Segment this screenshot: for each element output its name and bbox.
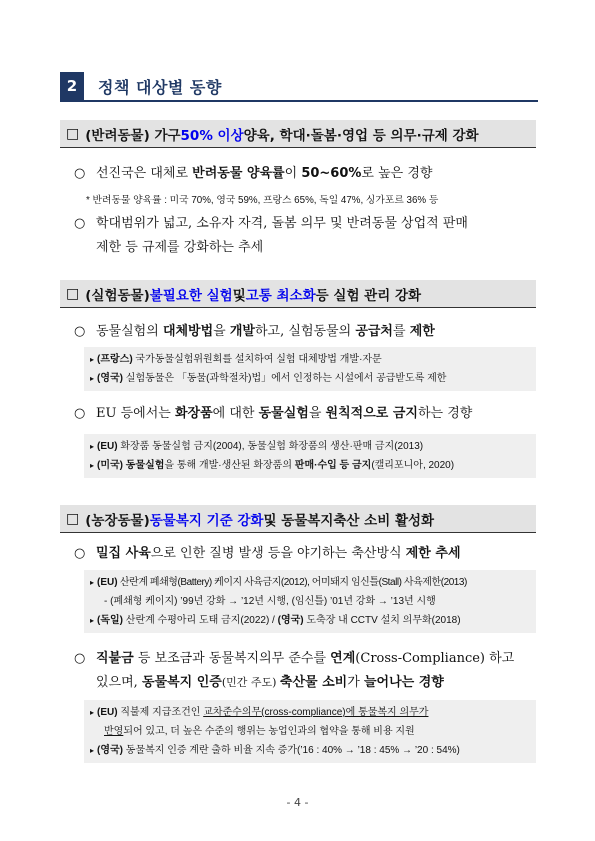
bullet-farm-compliance: ○ 직불금 등 보조금과 동물복지의무 준수를 연계(Cross-Compliance) 하고 <box>74 651 515 666</box>
bullet-companion-rate: ○ 선진국은 대체로 반려동물 양육률이 50~60%로 높은 경향 <box>74 166 433 181</box>
footnote-ownership-rate: * 반려동물 양육률 : 미국 70%, 영국 59%, 프랑스 65%, 독일 47%, 싱가포르 36% 등 <box>86 195 439 206</box>
bullet-lab-cosmetics: ○ EU 등에서는 화장품에 대한 동물실험을 원칙적으로 금지하는 경향 <box>74 406 473 421</box>
triangle-bullet-icon: ▸ <box>90 746 95 755</box>
detail-line: ▸ (EU) 직불제 지급조건인 교차준수의무(cross-compliance)에 통물복지 의무가 <box>90 707 429 718</box>
detail-line: ▸ (EU) 산란계 폐쇄형(Battery) 케이지 사육금지(2012), 어미돼지 임신틀(Stall) 사육제한(2013) <box>90 577 467 588</box>
triangle-bullet-icon: ▸ <box>90 442 95 451</box>
detail-line: ▸ (EU) 화장품 동물실험 금지(2004), 동물실험 화장품의 생산·판매 금지(2013) <box>90 441 424 452</box>
bullet-companion-regulation: ○ 학대범위가 넓고, 소유자 자격, 돌봄 의무 및 반려동물 상업적 판매 <box>74 216 468 231</box>
triangle-bullet-icon: ▸ <box>90 578 95 587</box>
detail-line: ▸ (독일) 산란계 수평아리 도태 금지(2022) / (영국) 도축장 내 CCTV 설치 의무화(2018) <box>90 615 461 626</box>
heading-lab-animals: □ (실험동물) 불필요한 실험 및 고통 최소화 등 실험 관리 강화 <box>60 280 536 308</box>
detail-line: ▸ (영국) 실험동물은 「동물(과학절차)법」에서 인정하는 시설에서 공급받도록 제한 <box>90 373 447 384</box>
detail-line: - (폐쇄형 케이지) ’99년 강화 → ’12년 시행, (임신틀) ’01년 강화 → ’13년 시행 <box>104 596 436 607</box>
bullet-companion-regulation-cont: 제한 등 규제를 강화하는 추세 <box>96 240 264 255</box>
triangle-bullet-icon: ▸ <box>90 708 95 717</box>
bullet-farm-compliance-cont: 있으며, 동물복지 인증(민간 주도) 축산물 소비가 늘어나는 경향 <box>96 675 444 690</box>
detail-line: ▸ (미국) 동물실험을 통해 개발·생산된 화장품의 판매·수입 등 금지(캘리포니아, 2020) <box>90 460 455 471</box>
detail-box-lab-1 <box>84 347 536 391</box>
bullet-farm-intensive: ○ 밀집 사육으로 인한 질병 발생 등을 야기하는 축산방식 제한 추세 <box>74 546 461 561</box>
heading-companion-animals: □ (반려동물) 가구 50% 이상 양육, 학대·돌봄·영업 등 의무·규제 강화 <box>60 120 536 148</box>
triangle-bullet-icon: ▸ <box>90 374 95 383</box>
detail-line: 반영되어 있고, 더 높은 수준의 행위는 농업인과의 협약을 통해 비용 지원 <box>104 726 415 737</box>
triangle-bullet-icon: ▸ <box>90 461 95 470</box>
detail-box-farm-2 <box>84 700 536 763</box>
checkbox-square-icon: □ <box>66 125 80 142</box>
triangle-bullet-icon: ▸ <box>90 616 95 625</box>
section-number: 2 <box>60 72 84 100</box>
heading-farm-animals: □ (농장동물) 동물복지 기준 강화 및 동물복지축산 소비 활성화 <box>60 505 536 533</box>
detail-box-farm-1 <box>84 570 536 633</box>
detail-box-lab-2 <box>84 434 536 478</box>
detail-line: ▸ (프랑스) 국가동물실험위원회를 설치하여 실험 대체방법 개발·자문 <box>90 354 382 365</box>
section-title: 정책 대상별 동향 <box>98 78 222 97</box>
detail-line: ▸ (영국) 동물복지 인증 계란 출하 비율 지속 증가(’16 : 40% → ’18 : 45% → ’20 : 54%) <box>90 745 460 756</box>
page-number: - 4 - <box>286 796 309 809</box>
section-divider <box>60 100 538 102</box>
bullet-lab-alternatives: ○ 동물실험의 대체방법을 개발하고, 실험동물의 공급처를 제한 <box>74 324 435 339</box>
checkbox-square-icon: □ <box>66 510 80 527</box>
checkbox-square-icon: □ <box>66 285 80 302</box>
triangle-bullet-icon: ▸ <box>90 355 95 364</box>
highlight-text: 50% 이상 <box>180 127 244 144</box>
